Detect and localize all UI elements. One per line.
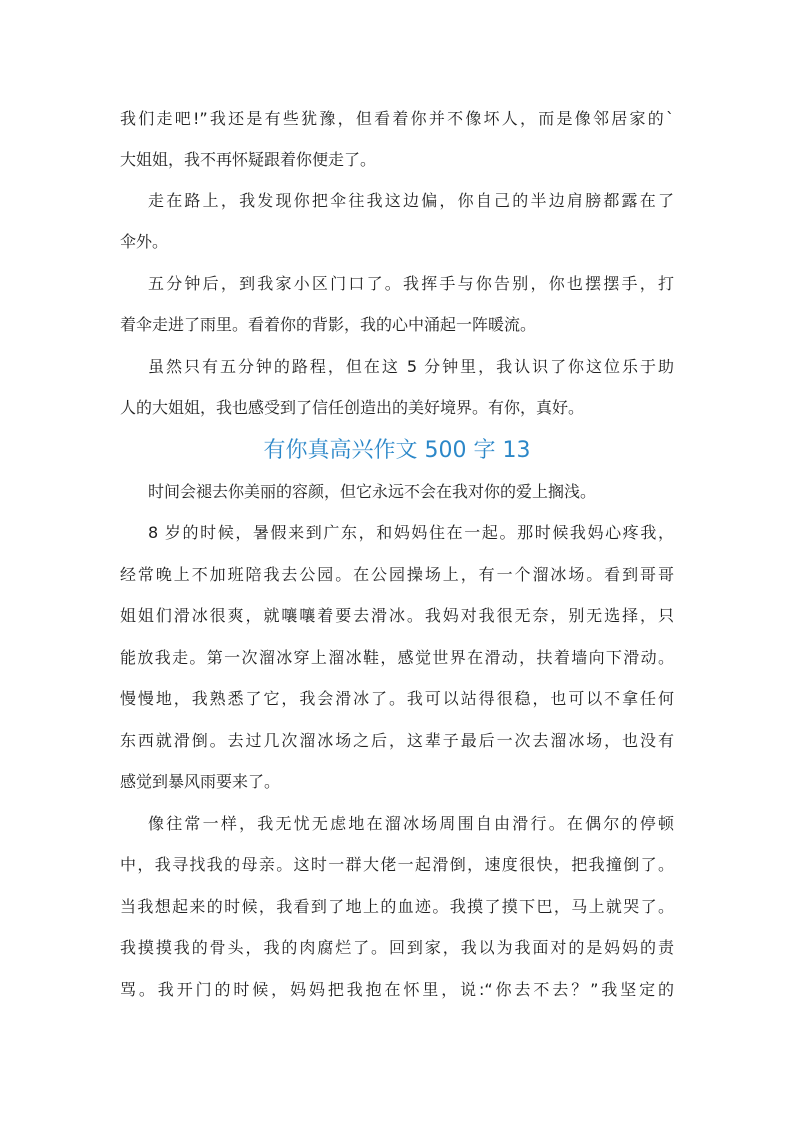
paragraph-text: 走在路上，我发现你把伞往我这边偏，你自己的半边肩膀都露在了: [148, 191, 674, 210]
paragraph-text: 人的大姐姐，我也感受到了信任创造出的美好境界。有你，真好。: [120, 398, 585, 417]
paragraph-text: 慢慢地，我熟悉了它，我会滑冰了。我可以站得很稳，也可以不拿任何: [120, 689, 674, 708]
paragraph-text: 我摸摸我的骨头，我的肉腐烂了。回到家，我以为我面对的是妈妈的责: [120, 938, 674, 957]
paragraph-text: 五分钟后，到我家小区门口了。我挥手与你告别，你也摆摆手，打: [148, 274, 674, 293]
paragraph-text: 大姐姐，我不再怀疑跟着你便走了。: [120, 150, 377, 169]
paragraph-text: 能放我走。第一次溜冰穿上溜冰鞋，感觉世界在滑动，扶着墙向下滑动。: [120, 648, 674, 667]
paragraph-text: 像往常一样，我无忧无虑地在溜冰场周围自由滑行。在偶尔的停顿: [148, 814, 674, 833]
paragraph-text: 我们走吧!”我还是有些犹豫，但看着你并不像坏人，而是像邻居家的`: [120, 109, 674, 128]
paragraph-text: 时间会褪去你美丽的容颜，但它永远不会在我对你的爱上搁浅。: [148, 482, 597, 501]
paragraph-text: 骂。我开门的时候，妈妈把我抱在怀里，说:“你去不去？”我坚定的: [120, 980, 674, 999]
paragraph-text: 感觉到暴风雨要来了。: [120, 772, 281, 791]
paragraph-text: 经常晚上不加班陪我去公园。在公园操场上，有一个溜冰场。看到哥哥: [120, 565, 674, 584]
section-heading: 有你真高兴作文 500 字 13: [263, 438, 531, 463]
paragraph-text: 伞外。: [120, 232, 169, 251]
paragraph-text: 虽然只有五分钟的路程，但在这 5 分钟里，我认识了你这位乐于助: [148, 357, 674, 376]
paragraph-text: 着伞走进了雨里。看着你的背影，我的心中涌起一阵暖流。: [120, 315, 537, 334]
paragraph-text: 姐姐们滑冰很爽，就嚷嚷着要去滑冰。我妈对我很无奈，别无选择，只: [120, 606, 674, 625]
paragraph-text: 当我想起来的时候，我看到了地上的血迹。我摸了摸下巴，马上就哭了。: [120, 897, 674, 916]
paragraph-text: 中，我寻找我的母亲。这时一群大佬一起滑倒，速度很快，把我撞倒了。: [120, 855, 674, 874]
paragraph-text: 8 岁的时候，暑假来到广东，和妈妈住在一起。那时候我妈心疼我，: [148, 523, 674, 542]
paragraph-text: 东西就滑倒。去过几次溜冰场之后，这辈子最后一次去溜冰场，也没有: [120, 731, 674, 750]
